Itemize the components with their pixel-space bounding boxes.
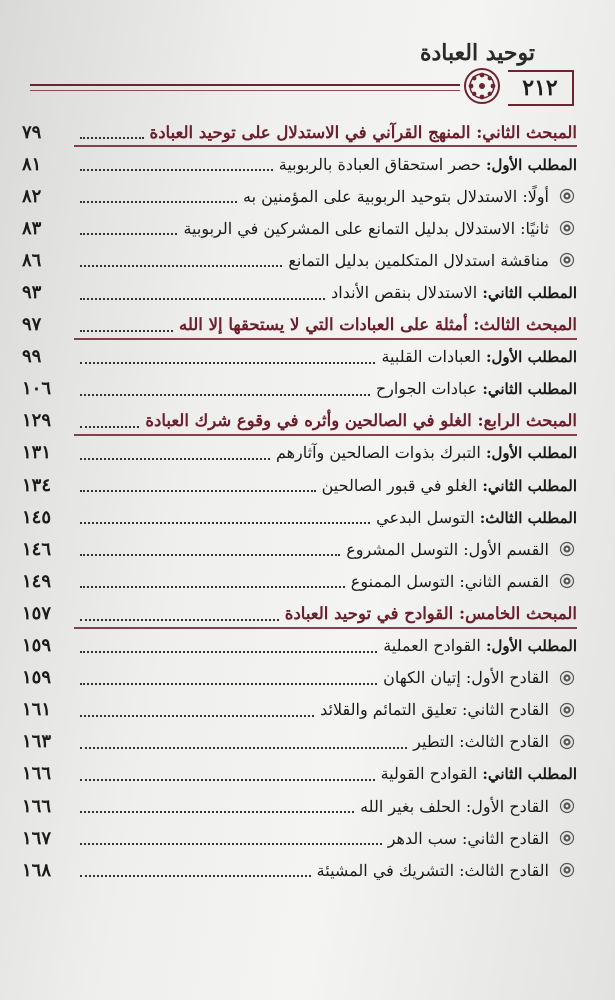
dot-leader [80,618,279,621]
toc-page-number: ١٣١ [22,442,52,464]
toc-entry-label: المطلب الثاني: [482,476,577,495]
toc-entry-label: المطلب الثاني: [482,765,577,784]
section-underline [74,338,577,340]
header-rule [30,84,460,86]
toc-page-number: ٨٣ [22,217,42,239]
dot-leader [80,264,282,267]
toc-entry[interactable] [22,662,577,694]
toc-entry-title [288,251,549,270]
toc-entry[interactable] [22,822,577,854]
toc-entry-title [360,797,549,816]
toc-entry-text: القادح الأول: الحلف بغير الله [360,796,549,816]
dot-leader [80,842,382,845]
toc-entry[interactable] [22,469,577,501]
toc-page-number: ٩٧ [22,314,42,336]
toc-entry-text: القادح الثالث: التطير [413,732,549,752]
dot-leader [80,361,375,364]
toc-entry-title [285,604,577,623]
dot-leader [80,714,314,717]
toc-entry[interactable] [22,276,577,308]
toc-entry-title [381,764,577,783]
toc-entry-text: المبحث الثالث: أمثلة على العبادات التي لا يستحقها إلا الله [178,315,577,335]
toc-section-entry[interactable] [22,309,577,341]
toc-page-number: ١٦٧ [22,827,52,849]
toc-entry-title [383,668,549,687]
dot-leader [80,650,377,653]
toc-entry-title [179,315,577,334]
dot-leader [80,521,370,524]
toc-entry-text: القادح الثاني: سب الدهر [387,828,549,848]
toc-entry[interactable] [22,758,577,790]
toc-entry-title [145,411,577,430]
dot-leader [80,874,311,877]
flower-bullet-icon [559,830,575,846]
page-number-text: ٢١٢ [522,75,558,101]
toc-entry-title [376,508,577,527]
dot-leader [80,232,177,235]
flower-bullet-icon [559,573,575,589]
toc-entry[interactable] [22,437,577,469]
toc-entry-title [331,283,577,302]
toc-page-number: ١٤٦ [22,538,52,560]
toc-entry-text: المبحث الثاني: المنهج القرآني في الاستدلال على توحيد العبادة [149,122,577,142]
toc-entry[interactable] [22,148,577,180]
toc-entry[interactable] [22,726,577,758]
toc-entry-text: القادح الثالث: التشريك في المشيئة [316,860,549,880]
toc-entry[interactable] [22,790,577,822]
section-underline [74,434,577,436]
table-of-contents [22,116,577,886]
running-title: توحيد العبادة [419,40,535,66]
toc-page-number: ٨٦ [22,249,42,271]
section-underline [74,627,577,629]
toc-entry-text: القادح الأول: إتيان الكهان [383,668,549,688]
toc-page-number: ٨٢ [22,185,42,207]
dot-leader [80,778,375,781]
toc-entry[interactable] [22,533,577,565]
flower-bullet-icon [559,252,575,268]
flower-bullet-icon [559,862,575,878]
toc-entry-title [381,347,577,366]
toc-entry-text: التوسل البدعي [376,507,480,527]
flower-bullet-icon [559,798,575,814]
toc-entry[interactable] [22,630,577,662]
toc-page-number: ١٦٣ [22,731,52,753]
dot-leader [80,585,345,588]
toc-entry-title [243,187,549,206]
toc-entry-title [388,829,549,848]
dot-leader [80,136,144,139]
toc-page-number: ١٦١ [22,699,52,721]
toc-page-number: ٨١ [22,153,42,175]
flower-bullet-icon [559,541,575,557]
toc-entry-text: عبادات الجوارح [375,379,483,399]
dot-leader [80,746,407,749]
toc-entry-label: المطلب الأول: [485,444,577,463]
toc-entry-text: الغلو في قبور الصالحين [321,475,483,495]
dot-leader [80,168,273,171]
toc-entry-title [376,379,577,398]
toc-page-number: ١٦٨ [22,859,52,881]
toc-entry-text: ثانيًا: الاستدلال بدليل التمانع على المشركين في الربوبية [183,218,549,238]
toc-entry[interactable] [22,212,577,244]
toc-entry-text: القادح الثاني: تعليق التمائم والقلائد [320,700,549,720]
toc-entry-text: القسم الثاني: التوسل الممنوع [350,571,549,591]
toc-entry-label: المطلب الأول: [485,637,577,656]
toc-entry-text: الاستدلال بنقص الأنداد [331,283,483,303]
flower-bullet-icon [559,188,575,204]
toc-entry-title [183,219,549,238]
flower-bullet-icon [559,734,575,750]
toc-entry-title [150,123,577,142]
dot-leader [80,682,377,685]
toc-entry-text: العبادات القلبية [381,347,486,367]
toc-page-number: ٩٣ [22,282,42,304]
toc-entry[interactable] [22,501,577,533]
toc-entry[interactable] [22,694,577,726]
toc-section-entry[interactable] [22,405,577,437]
toc-entry-text: حصر استحقاق العبادة بالربوبية [278,154,486,174]
toc-entry-text: أولًا: الاستدلال بتوحيد الربوبية على المؤمنين به [243,186,549,206]
toc-entry-title [383,636,577,655]
toc-entry-label: المطلب الثالث: [479,508,577,527]
toc-page-number: ١٦٦ [22,795,52,817]
toc-entry-title [351,572,549,591]
toc-entry-title [317,861,549,880]
dot-leader [80,393,370,396]
toc-entry-title [413,732,549,751]
toc-page-number: ١٢٩ [22,410,52,432]
toc-page-number: ٩٩ [22,346,42,368]
toc-entry[interactable] [22,373,577,405]
rosette-ornament-icon [462,66,502,106]
flower-bullet-icon [559,670,575,686]
toc-entry-label: المطلب الأول: [485,155,577,174]
dot-leader [80,200,237,203]
toc-entry-text: القسم الأول: التوسل المشروع [346,539,549,559]
toc-entry-text: القوادح القولية [380,764,483,784]
toc-entry-title [322,476,577,495]
toc-page-number: ١٥٩ [22,667,52,689]
toc-entry-text: المبحث الرابع: الغلو في الصالحين وأثره في وقوع شرك العبادة [145,411,577,431]
toc-section-entry[interactable] [22,116,577,148]
toc-entry-title [276,443,577,462]
toc-entry-text: المبحث الخامس: القوادح في توحيد العبادة [284,603,577,623]
toc-page-number: ١٦٦ [22,763,52,785]
toc-page-number: ١٤٥ [22,506,52,528]
toc-entry-label: المطلب الثاني: [482,284,577,303]
toc-entry-label: المطلب الثاني: [482,380,577,399]
flower-bullet-icon [559,220,575,236]
dot-leader [80,457,270,460]
header-rule-thin [30,90,460,91]
page-number [508,70,574,106]
flower-bullet-icon [559,702,575,718]
toc-entry-title [346,540,549,559]
toc-entry-text: التبرك بذوات الصالحين وآثارهم [275,443,486,463]
toc-page-number: ١٤٩ [22,570,52,592]
toc-entry[interactable] [22,244,577,276]
toc-entry-title [279,155,577,174]
dot-leader [80,425,139,428]
toc-page-number: ٧٩ [22,121,42,143]
dot-leader [80,553,340,556]
toc-page-number: ١٥٧ [22,602,52,624]
toc-entry-label: المطلب الأول: [485,348,577,367]
toc-page-number: ١٣٤ [22,474,52,496]
toc-entry[interactable] [22,854,577,886]
dot-leader [80,297,325,300]
toc-page-number: ١٠٦ [22,378,52,400]
toc-section-entry[interactable] [22,597,577,629]
section-underline [74,145,577,147]
toc-page-number: ١٥٩ [22,635,52,657]
toc-entry-text: مناقشة استدلال المتكلمين بدليل التمانع [288,250,549,270]
dot-leader [80,810,354,813]
toc-entry[interactable] [22,341,577,373]
dot-leader [80,489,316,492]
toc-entry[interactable] [22,180,577,212]
toc-entry-title [320,700,549,719]
dot-leader [80,329,173,332]
toc-entry[interactable] [22,565,577,597]
toc-entry-text: القوادح العملية [383,636,486,656]
